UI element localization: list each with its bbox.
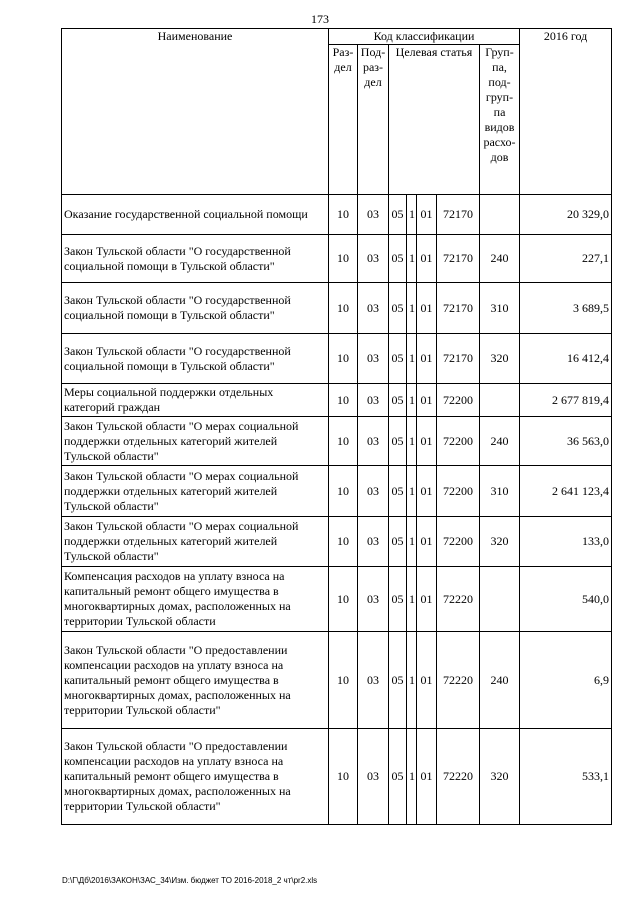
row-expense-group: 240: [480, 235, 520, 283]
row-program: 05: [389, 195, 407, 235]
row-amount: 2 677 819,4: [520, 384, 612, 417]
row-section: 10: [329, 334, 358, 384]
row-expense-group: 320: [480, 729, 520, 825]
row-program: 05: [389, 334, 407, 384]
row-subsection: 03: [358, 417, 389, 466]
row-subsection: 03: [358, 334, 389, 384]
row-direction: 72200: [437, 384, 480, 417]
row-name: Закон Тульской области "О государственной социальной помощи в Тульской области": [62, 334, 329, 384]
row-event: 01: [417, 517, 437, 567]
row-direction: 72170: [437, 235, 480, 283]
header-classification: Код классификации: [329, 29, 520, 45]
row-section: 10: [329, 283, 358, 334]
row-amount: 6,9: [520, 632, 612, 729]
row-section: 10: [329, 517, 358, 567]
row-program: 05: [389, 517, 407, 567]
row-amount: 533,1: [520, 729, 612, 825]
header-target-article: Целевая статья: [389, 45, 480, 195]
row-amount: 2 641 123,4: [520, 466, 612, 517]
row-subprogram: 1: [407, 334, 417, 384]
row-event: 01: [417, 195, 437, 235]
row-program: 05: [389, 384, 407, 417]
row-subprogram: 1: [407, 283, 417, 334]
row-subprogram: 1: [407, 195, 417, 235]
row-amount: 3 689,5: [520, 283, 612, 334]
row-name: Компенсация расходов на уплату взноса на капитальный ремонт общего имущества в многоквартирных домах, расположенных на территории Тульской области: [62, 567, 329, 632]
row-direction: 72220: [437, 632, 480, 729]
row-direction: 72200: [437, 517, 480, 567]
row-expense-group: 240: [480, 417, 520, 466]
page-number: 173: [311, 12, 329, 26]
row-direction: 72170: [437, 334, 480, 384]
row-section: 10: [329, 729, 358, 825]
row-program: 05: [389, 466, 407, 517]
row-expense-group: 320: [480, 334, 520, 384]
row-section: 10: [329, 235, 358, 283]
row-section: 10: [329, 417, 358, 466]
row-amount: 133,0: [520, 517, 612, 567]
row-direction: 72220: [437, 567, 480, 632]
row-direction: 72220: [437, 729, 480, 825]
row-event: 01: [417, 283, 437, 334]
row-section: 10: [329, 632, 358, 729]
row-direction: 72200: [437, 417, 480, 466]
table-body: [62, 195, 612, 825]
row-amount: 20 329,0: [520, 195, 612, 235]
table-header: [62, 29, 612, 195]
row-direction: 72200: [437, 466, 480, 517]
row-expense-group: 310: [480, 283, 520, 334]
row-expense-group: [480, 195, 520, 235]
row-subsection: 03: [358, 283, 389, 334]
row-amount: 227,1: [520, 235, 612, 283]
row-expense-group: 320: [480, 517, 520, 567]
row-amount: 36 563,0: [520, 417, 612, 466]
table-row: [62, 517, 612, 567]
table-row: [62, 729, 612, 825]
row-event: 01: [417, 334, 437, 384]
row-subsection: 03: [358, 235, 389, 283]
row-section: 10: [329, 466, 358, 517]
row-name: Закон Тульской области "О мерах социальной поддержки отдельных категорий жителей Тульской области": [62, 466, 329, 517]
row-subprogram: 1: [407, 235, 417, 283]
row-event: 01: [417, 466, 437, 517]
row-subprogram: 1: [407, 567, 417, 632]
table-row: [62, 417, 612, 466]
row-name: Оказание государственной социальной помощи: [62, 195, 329, 235]
row-direction: 72170: [437, 195, 480, 235]
row-subsection: 03: [358, 195, 389, 235]
row-name: Закон Тульской области "О предоставлении компенсации расходов на уплату взноса на капитальный ремонт общего имущества в многоквартирных домах, расположенных на территории Тульской области": [62, 632, 329, 729]
table-row: [62, 235, 612, 283]
row-subsection: 03: [358, 517, 389, 567]
header-subsection: Под- раз- дел: [358, 45, 389, 195]
row-subsection: 03: [358, 384, 389, 417]
row-program: 05: [389, 417, 407, 466]
row-subprogram: 1: [407, 466, 417, 517]
row-name: Меры социальной поддержки отдельных категорий граждан: [62, 384, 329, 417]
row-program: 05: [389, 235, 407, 283]
header-year: 2016 год: [520, 29, 612, 195]
row-event: 01: [417, 235, 437, 283]
row-event: 01: [417, 567, 437, 632]
table-row: [62, 567, 612, 632]
row-program: 05: [389, 567, 407, 632]
row-name: Закон Тульской области "О государственной социальной помощи в Тульской области": [62, 283, 329, 334]
row-amount: 16 412,4: [520, 334, 612, 384]
row-subprogram: 1: [407, 632, 417, 729]
row-expense-group: [480, 567, 520, 632]
row-subprogram: 1: [407, 517, 417, 567]
file-path: D:\Г\Дб\2016\ЗАКОН\ЗАС_34\Изм. бюджет ТО 2016-2018_2 чт\pr2.xls: [62, 876, 318, 885]
row-subprogram: 1: [407, 417, 417, 466]
row-section: 10: [329, 567, 358, 632]
row-program: 05: [389, 729, 407, 825]
row-direction: 72170: [437, 283, 480, 334]
row-program: 05: [389, 283, 407, 334]
header-expense-group: Груп- па, под- груп- па видов расхо- дов: [480, 45, 520, 195]
row-subsection: 03: [358, 466, 389, 517]
row-expense-group: 240: [480, 632, 520, 729]
row-expense-group: 310: [480, 466, 520, 517]
table-row: [62, 384, 612, 417]
row-section: 10: [329, 195, 358, 235]
row-subsection: 03: [358, 567, 389, 632]
row-program: 05: [389, 632, 407, 729]
row-name: Закон Тульской области "О мерах социальной поддержки отдельных категорий жителей Тульской области": [62, 417, 329, 466]
row-subprogram: 1: [407, 384, 417, 417]
row-subprogram: 1: [407, 729, 417, 825]
table-row: [62, 466, 612, 517]
row-subsection: 03: [358, 632, 389, 729]
row-event: 01: [417, 384, 437, 417]
budget-table: [61, 28, 612, 825]
header-name: Наименование: [62, 29, 329, 195]
row-name: Закон Тульской области "О предоставлении компенсации расходов на уплату взноса на капитальный ремонт общего имущества в многоквартирных домах, расположенных на территории Тульской области": [62, 729, 329, 825]
row-event: 01: [417, 417, 437, 466]
row-amount: 540,0: [520, 567, 612, 632]
row-subsection: 03: [358, 729, 389, 825]
row-expense-group: [480, 384, 520, 417]
table-row: [62, 283, 612, 334]
table-row: [62, 195, 612, 235]
row-section: 10: [329, 384, 358, 417]
row-name: Закон Тульской области "О мерах социальной поддержки отдельных категорий жителей Тульской области": [62, 517, 329, 567]
table-row: [62, 632, 612, 729]
header-section: Раз- дел: [329, 45, 358, 195]
row-event: 01: [417, 632, 437, 729]
row-event: 01: [417, 729, 437, 825]
row-name: Закон Тульской области "О государственной социальной помощи в Тульской области": [62, 235, 329, 283]
table-row: [62, 334, 612, 384]
